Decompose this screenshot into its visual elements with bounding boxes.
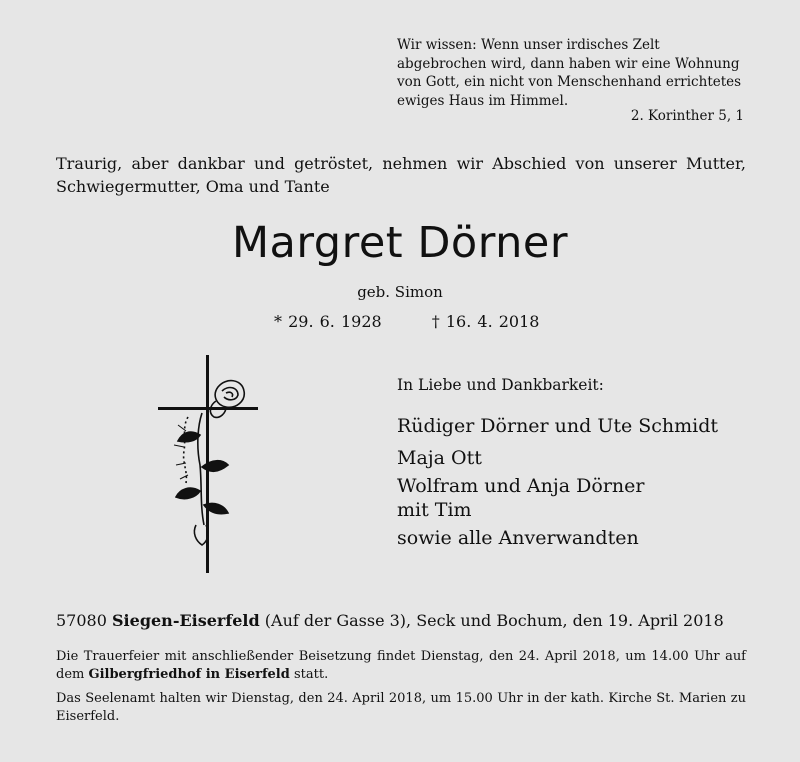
cemetery-name: Gilbergfriedhof in Eiserfeld: [88, 667, 290, 682]
life-dates: [274, 312, 539, 331]
mourners-list: [397, 410, 718, 554]
mourner-line: Wolfram und Anja Dörner: [397, 475, 645, 497]
deceased-name: Margret Dörner: [231, 218, 569, 268]
quote-reference: 2. Korinther 5, 1: [630, 108, 744, 124]
mourner-line: Rüdiger Dörner und Ute Schmidt: [397, 415, 719, 437]
quote-line: abgebrochen wird, dann haben wir eine Wohnung: [397, 55, 740, 72]
place-details: (Auf der Gasse 3), Seck und Bochum, den 19. April 2018: [264, 611, 724, 630]
mourner-line: Maja Ott: [397, 447, 482, 469]
funeral-notice: [56, 648, 746, 684]
mourners-heading: In Liebe und Dankbarkeit:: [397, 376, 604, 394]
rose-icon: [174, 381, 244, 545]
cross-horizontal-beam: [158, 407, 258, 410]
quote-line: Wir wissen: Wenn unser irdisches Zelt: [397, 37, 660, 53]
funeral-notice-end: statt.: [293, 667, 329, 682]
mass-notice: Das Seelenamt halten wir Dienstag, den 24. April 2018, um 15.00 Uhr in der kath. Kirche St. Marien zu Eiserfeld.: [56, 691, 746, 724]
death-date: † 16. 4. 2018: [431, 312, 540, 331]
birth-name: geb. Simon: [357, 283, 443, 301]
quote-line: von Gott, ein nicht von Menschenhand errichtetes: [397, 74, 742, 90]
city-name: Siegen-Eiserfeld: [112, 611, 260, 630]
bible-quote: [397, 36, 747, 110]
postal-code: 57080: [56, 611, 107, 630]
intro-text: Traurig, aber dankbar und getröstet, nehmen wir Abschied von unserer Mutter, Schwiegermutter, Oma und Tante: [56, 154, 746, 196]
birth-date: * 29. 6. 1928: [274, 312, 382, 331]
funeral-notice-text: Die Trauerfeier mit anschließender Beisetzung findet Dienstag, den 24. April 2018, um 14.00 Uhr auf dem: [56, 649, 746, 682]
quote-line: ewiges Haus im Himmel.: [397, 92, 569, 109]
mourner-line: mit Tim: [397, 499, 472, 521]
cross-with-rose-icon: [156, 355, 262, 573]
mourner-line: sowie alle Anverwandten: [397, 527, 639, 549]
place-date-line: [56, 611, 756, 630]
